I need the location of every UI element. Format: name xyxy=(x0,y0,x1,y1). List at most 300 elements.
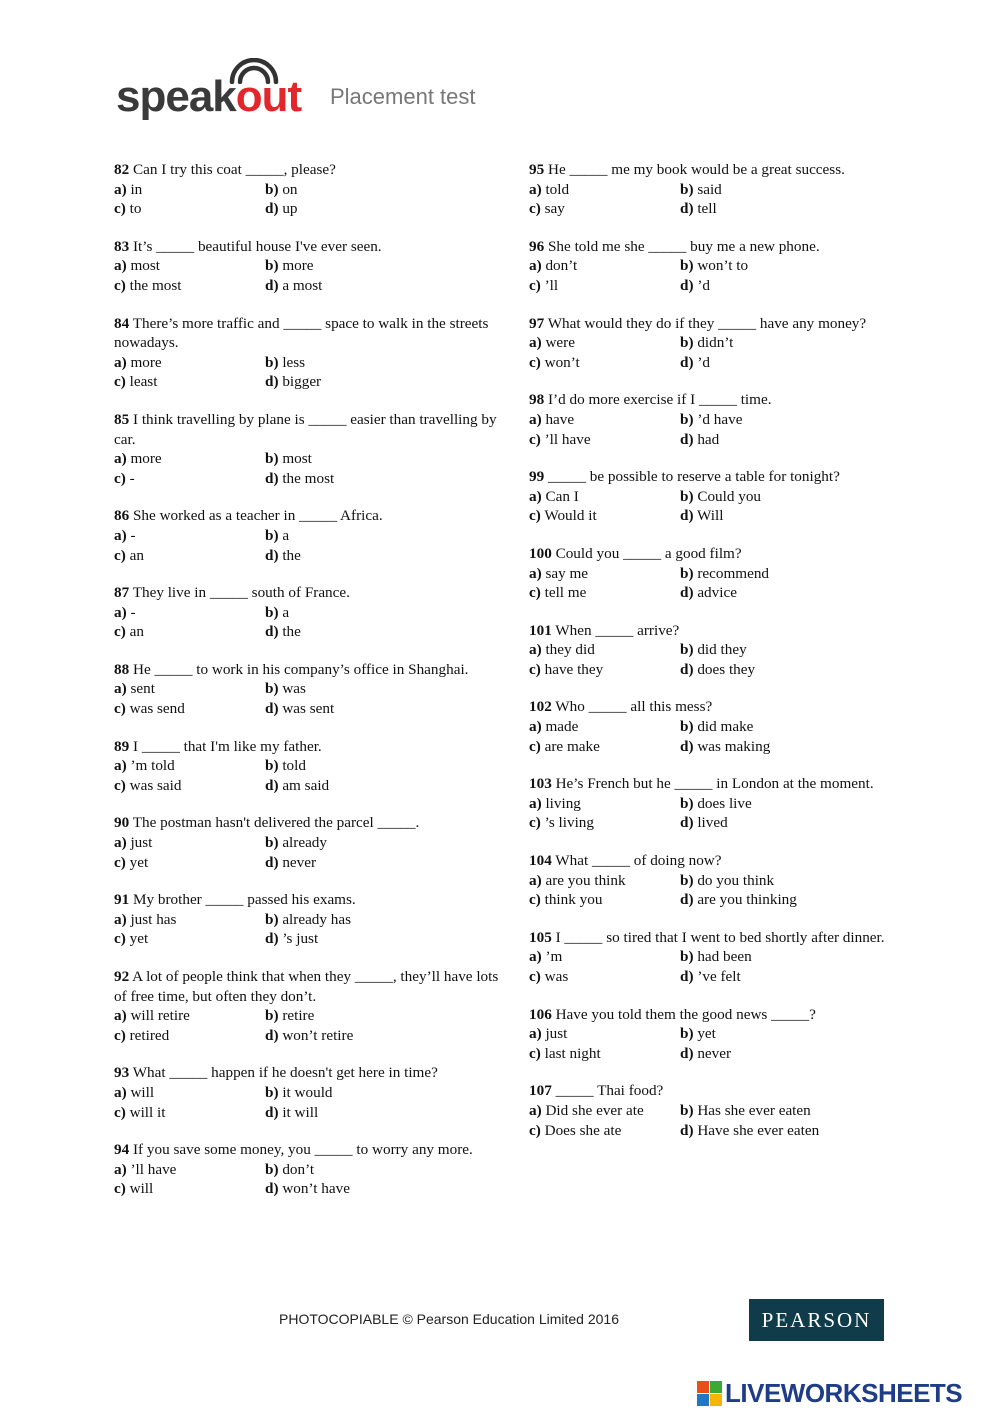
option-letter: d) xyxy=(265,276,279,294)
question-stem xyxy=(114,1063,504,1083)
option-letter: c) xyxy=(529,507,541,525)
option-text: Does she ate xyxy=(540,1121,622,1139)
question-text: I think travelling by plane is _____ easier than travelling by car. xyxy=(114,410,501,448)
option-letter: d) xyxy=(265,373,279,391)
option-text: ’ve felt xyxy=(693,968,741,985)
answer-option[interactable] xyxy=(265,1006,504,1026)
answer-option[interactable] xyxy=(114,1160,265,1180)
option-letter: b) xyxy=(265,603,279,621)
option-text: say xyxy=(540,200,565,218)
answer-options xyxy=(529,487,919,526)
answer-option[interactable] xyxy=(529,256,680,276)
question-number: 90 xyxy=(114,814,130,832)
answer-option[interactable] xyxy=(680,794,919,814)
option-letter: a) xyxy=(529,948,542,966)
option-text: did they xyxy=(693,641,747,659)
question-number: 87 xyxy=(114,584,130,602)
option-letter: d) xyxy=(680,814,694,832)
answer-options xyxy=(114,833,504,872)
option-letter: b) xyxy=(680,641,694,659)
question-stem xyxy=(114,967,504,1006)
answer-option[interactable] xyxy=(680,506,919,526)
option-letter: a) xyxy=(529,1101,542,1119)
answer-option[interactable] xyxy=(114,372,265,392)
option-text: say me xyxy=(541,564,589,582)
answer-option[interactable] xyxy=(114,910,265,930)
option-text: it will xyxy=(278,1103,319,1121)
option-text: a xyxy=(278,526,290,544)
option-text: in xyxy=(126,180,143,198)
answer-options xyxy=(529,794,919,833)
answer-option[interactable] xyxy=(680,333,919,353)
option-letter: b) xyxy=(680,334,694,352)
answer-option[interactable] xyxy=(529,583,680,603)
answer-option[interactable] xyxy=(529,717,680,737)
publisher-name: PEARSON xyxy=(761,1307,872,1332)
option-letter: d) xyxy=(680,200,694,218)
answer-option[interactable] xyxy=(114,1083,265,1103)
option-text: a xyxy=(278,603,290,621)
answer-option[interactable] xyxy=(265,180,504,200)
question-stem xyxy=(114,237,504,257)
answer-option[interactable] xyxy=(680,199,919,219)
answer-option[interactable] xyxy=(265,256,504,276)
option-letter: a) xyxy=(529,334,542,352)
question-number: 105 xyxy=(529,928,552,946)
answer-option[interactable] xyxy=(114,256,265,276)
option-text: didn’t xyxy=(693,334,734,352)
question-number: 93 xyxy=(114,1064,130,1082)
option-text: advice xyxy=(693,584,737,602)
option-letter: c) xyxy=(529,276,541,294)
answer-option[interactable] xyxy=(680,1101,919,1121)
answer-option[interactable] xyxy=(529,1024,680,1044)
answer-option[interactable] xyxy=(114,1006,265,1026)
question-number: 86 xyxy=(114,507,130,525)
option-text: are you thinking xyxy=(693,891,797,909)
option-text: - xyxy=(126,526,136,544)
question-text: I _____ that I'm like my father. xyxy=(129,737,322,755)
option-text: Will xyxy=(693,507,724,525)
option-letter: c) xyxy=(114,276,126,294)
question-text: What would they do if they _____ have any money? xyxy=(544,314,867,332)
option-text: does live xyxy=(693,794,752,812)
question-text: She worked as a teacher in _____ Africa. xyxy=(129,507,383,525)
option-letter: d) xyxy=(265,469,279,487)
answer-option[interactable] xyxy=(265,622,504,642)
answer-option[interactable] xyxy=(680,717,919,737)
option-text: will it xyxy=(125,1103,166,1121)
option-text: were xyxy=(541,334,575,352)
option-letter: d) xyxy=(265,623,279,641)
option-letter: a) xyxy=(529,794,542,812)
question-block xyxy=(114,660,504,719)
answer-option[interactable] xyxy=(114,353,265,373)
answer-options xyxy=(529,564,919,603)
question-text: He _____ to work in his company’s office in Shanghai. xyxy=(129,660,469,678)
option-text: Would it xyxy=(540,507,597,525)
answer-option[interactable] xyxy=(529,640,680,660)
question-text: He _____ me my book would be a great success. xyxy=(544,161,845,178)
option-letter: b) xyxy=(265,450,279,468)
answer-option[interactable] xyxy=(114,756,265,776)
answer-option[interactable] xyxy=(529,947,680,967)
answer-option[interactable] xyxy=(265,546,504,566)
question-block xyxy=(114,890,504,949)
option-letter: d) xyxy=(680,737,694,755)
option-letter: b) xyxy=(680,410,694,428)
option-text: more xyxy=(126,353,162,371)
question-number: 94 xyxy=(114,1141,130,1159)
option-text: never xyxy=(278,853,317,871)
answer-options xyxy=(529,1024,919,1063)
option-text: told xyxy=(278,757,306,775)
question-stem xyxy=(529,237,919,257)
answer-option[interactable] xyxy=(529,199,680,219)
question-block xyxy=(529,160,919,219)
answer-option[interactable] xyxy=(265,756,504,776)
answer-option[interactable] xyxy=(114,1179,265,1199)
answer-options xyxy=(114,679,504,718)
answer-option[interactable] xyxy=(680,276,919,296)
option-letter: b) xyxy=(680,1025,694,1043)
answer-option[interactable] xyxy=(529,506,680,526)
option-letter: c) xyxy=(114,469,126,487)
question-stem xyxy=(114,410,504,449)
question-block xyxy=(529,774,919,833)
answer-options xyxy=(529,947,919,986)
question-block xyxy=(114,583,504,642)
answer-option[interactable] xyxy=(114,679,265,699)
option-text: the most xyxy=(125,276,182,294)
answer-option[interactable] xyxy=(680,660,919,680)
question-text: Who _____ all this mess? xyxy=(551,698,713,716)
answer-option[interactable] xyxy=(265,776,504,796)
answer-option[interactable] xyxy=(529,967,680,987)
question-text: Can I try this coat _____, please? xyxy=(129,161,336,178)
answer-option[interactable] xyxy=(114,1026,265,1046)
answer-option[interactable] xyxy=(529,813,680,833)
answer-option[interactable] xyxy=(680,1121,919,1141)
answer-option[interactable] xyxy=(265,526,504,546)
answer-option[interactable] xyxy=(529,353,680,373)
answer-options xyxy=(114,603,504,642)
answer-option[interactable] xyxy=(114,1103,265,1123)
option-letter: b) xyxy=(680,948,694,966)
option-letter: c) xyxy=(529,814,541,832)
option-letter: d) xyxy=(680,584,694,602)
option-letter: c) xyxy=(529,968,541,985)
question-number: 99 xyxy=(529,468,545,486)
question-block xyxy=(529,237,919,296)
question-block xyxy=(114,160,504,219)
question-text: What _____ happen if he doesn't get here in time? xyxy=(129,1064,438,1082)
option-text: it would xyxy=(278,1083,333,1101)
option-letter: a) xyxy=(529,641,542,659)
option-text: are make xyxy=(540,737,600,755)
answer-options xyxy=(529,333,919,372)
answer-option[interactable] xyxy=(265,276,504,296)
answer-option[interactable] xyxy=(680,640,919,660)
answer-option[interactable] xyxy=(529,410,680,430)
option-letter: a) xyxy=(114,603,127,621)
question-text: I’d do more exercise if I _____ time. xyxy=(544,391,772,409)
question-text: He’s French but he _____ in London at the moment. xyxy=(551,775,874,793)
option-letter: b) xyxy=(265,1083,279,1101)
option-letter: a) xyxy=(529,257,542,275)
option-letter: a) xyxy=(529,1025,542,1043)
answer-option[interactable] xyxy=(529,564,680,584)
answer-option[interactable] xyxy=(680,737,919,757)
answer-option[interactable] xyxy=(680,353,919,373)
answer-option[interactable] xyxy=(114,603,265,623)
answer-option[interactable] xyxy=(114,833,265,853)
option-letter: b) xyxy=(265,757,279,775)
answer-option[interactable] xyxy=(529,660,680,680)
question-block xyxy=(529,851,919,910)
answer-option[interactable] xyxy=(529,276,680,296)
option-letter: a) xyxy=(529,410,542,428)
question-number: 102 xyxy=(529,698,552,716)
answer-option[interactable] xyxy=(265,449,504,469)
question-text: There’s more traffic and _____ space to walk in the streets nowadays. xyxy=(114,314,493,352)
copyright-notice: PHOTOCOPIABLE © Pearson Education Limited 2016 xyxy=(279,1311,620,1327)
answer-option[interactable] xyxy=(114,929,265,949)
option-letter: a) xyxy=(114,450,127,468)
answer-option[interactable] xyxy=(680,180,919,200)
option-text: just xyxy=(541,1025,568,1043)
answer-option[interactable] xyxy=(114,853,265,873)
answer-option[interactable] xyxy=(114,276,265,296)
answer-option[interactable] xyxy=(114,546,265,566)
option-letter: b) xyxy=(265,834,279,852)
option-letter: a) xyxy=(114,257,127,275)
question-text: Have you told them the good news _____? xyxy=(551,1005,816,1023)
question-text: They live in _____ south of France. xyxy=(129,584,350,602)
option-text: Could you xyxy=(693,487,762,505)
option-text: Has she ever eaten xyxy=(693,1101,811,1119)
liveworksheets-watermark xyxy=(697,1378,962,1408)
answer-option[interactable] xyxy=(265,469,504,489)
answer-option[interactable] xyxy=(680,564,919,584)
option-text: to xyxy=(125,200,142,218)
option-text: never xyxy=(693,1044,732,1062)
question-stem xyxy=(114,506,504,526)
option-text: most xyxy=(278,450,312,468)
answer-option[interactable] xyxy=(529,430,680,450)
answer-option[interactable] xyxy=(680,813,919,833)
question-stem xyxy=(529,774,919,794)
option-letter: c) xyxy=(114,1103,126,1121)
answer-option[interactable] xyxy=(265,1083,504,1103)
answer-option[interactable] xyxy=(114,449,265,469)
question-stem xyxy=(529,697,919,717)
answer-options xyxy=(529,640,919,679)
answer-option[interactable] xyxy=(529,737,680,757)
option-letter: d) xyxy=(265,1180,279,1198)
answer-option[interactable] xyxy=(529,1121,680,1141)
answer-option[interactable] xyxy=(114,526,265,546)
right-question-column xyxy=(529,160,919,1158)
question-stem xyxy=(114,660,504,680)
question-block xyxy=(529,467,919,526)
option-letter: c) xyxy=(529,1044,541,1062)
question-stem xyxy=(529,621,919,641)
option-letter: b) xyxy=(680,871,694,889)
question-number: 106 xyxy=(529,1005,552,1023)
option-text: had xyxy=(693,430,720,448)
answer-option[interactable] xyxy=(265,853,504,873)
question-stem xyxy=(114,160,504,180)
option-letter: b) xyxy=(680,257,694,275)
option-text: had been xyxy=(693,948,752,966)
answer-option[interactable] xyxy=(265,699,504,719)
answer-option[interactable] xyxy=(680,871,919,891)
option-text: already xyxy=(278,834,327,852)
option-letter: d) xyxy=(265,700,279,718)
answer-option[interactable] xyxy=(114,199,265,219)
answer-option[interactable] xyxy=(529,794,680,814)
option-text: does they xyxy=(693,660,756,678)
option-letter: c) xyxy=(114,853,126,871)
option-letter: b) xyxy=(265,353,279,371)
answer-options xyxy=(114,180,504,219)
answer-option[interactable] xyxy=(114,622,265,642)
answer-option[interactable] xyxy=(529,871,680,891)
option-text: won’t have xyxy=(278,1180,350,1198)
answer-option[interactable] xyxy=(265,1026,504,1046)
answer-option[interactable] xyxy=(529,180,680,200)
question-number: 104 xyxy=(529,852,552,870)
option-text: already has xyxy=(278,910,352,928)
answer-option[interactable] xyxy=(265,1160,504,1180)
question-number: 98 xyxy=(529,391,545,409)
question-stem xyxy=(114,583,504,603)
answer-option[interactable] xyxy=(265,199,504,219)
option-letter: c) xyxy=(529,1121,541,1139)
question-stem xyxy=(114,813,504,833)
option-letter: a) xyxy=(114,680,127,698)
answer-option[interactable] xyxy=(114,776,265,796)
option-letter: d) xyxy=(265,930,279,948)
answer-option[interactable] xyxy=(529,890,680,910)
answer-options xyxy=(114,256,504,295)
option-letter: b) xyxy=(265,1007,279,1025)
option-letter: c) xyxy=(529,660,541,678)
option-letter: d) xyxy=(680,276,694,294)
option-text: made xyxy=(541,718,579,736)
option-text: said xyxy=(693,180,722,198)
question-stem xyxy=(114,1140,504,1160)
answer-option[interactable] xyxy=(529,1044,680,1064)
answer-option[interactable] xyxy=(265,372,504,392)
answer-option[interactable] xyxy=(680,583,919,603)
question-text: What _____ of doing now? xyxy=(551,852,722,870)
question-number: 91 xyxy=(114,891,130,909)
answer-option[interactable] xyxy=(680,967,919,987)
option-text: more xyxy=(126,450,162,468)
option-letter: a) xyxy=(114,834,127,852)
option-text: was said xyxy=(125,776,182,794)
option-text: don’t xyxy=(278,1160,315,1178)
option-text: tell me xyxy=(540,584,587,602)
answer-option[interactable] xyxy=(265,833,504,853)
option-text: less xyxy=(278,353,306,371)
answer-option[interactable] xyxy=(680,1044,919,1064)
option-letter: b) xyxy=(680,1101,694,1119)
option-letter: d) xyxy=(680,430,694,448)
answer-option[interactable] xyxy=(680,487,919,507)
answer-options xyxy=(529,1101,919,1140)
question-stem xyxy=(529,314,919,334)
option-letter: d) xyxy=(680,660,694,678)
option-letter: b) xyxy=(265,1160,279,1178)
option-text: ’d have xyxy=(693,410,743,428)
question-text: When _____ arrive? xyxy=(551,621,680,639)
answer-option[interactable] xyxy=(265,353,504,373)
answer-option[interactable] xyxy=(680,410,919,430)
answer-option[interactable] xyxy=(680,890,919,910)
answer-option[interactable] xyxy=(265,1179,504,1199)
answer-options xyxy=(529,871,919,910)
question-text: _____ be possible to reserve a table for tonight? xyxy=(544,468,840,486)
answer-option[interactable] xyxy=(114,469,265,489)
answer-option[interactable] xyxy=(529,487,680,507)
answer-options xyxy=(529,717,919,756)
question-stem xyxy=(529,390,919,410)
question-block xyxy=(114,813,504,872)
option-text: ’ll have xyxy=(540,430,591,448)
question-block xyxy=(529,697,919,756)
option-letter: c) xyxy=(114,200,126,218)
answer-options xyxy=(529,256,919,295)
question-stem xyxy=(114,737,504,757)
option-text: the xyxy=(278,623,301,641)
option-letter: c) xyxy=(529,737,541,755)
answer-option[interactable] xyxy=(265,679,504,699)
question-number: 92 xyxy=(114,968,130,985)
answer-option[interactable] xyxy=(265,1103,504,1123)
answer-option[interactable] xyxy=(265,603,504,623)
answer-options xyxy=(114,1006,504,1045)
answer-option[interactable] xyxy=(265,929,504,949)
answer-option[interactable] xyxy=(114,699,265,719)
answer-option[interactable] xyxy=(529,333,680,353)
option-letter: c) xyxy=(114,1180,126,1198)
answer-option[interactable] xyxy=(680,256,919,276)
option-text: was send xyxy=(125,700,185,718)
answer-option[interactable] xyxy=(680,947,919,967)
answer-option[interactable] xyxy=(114,180,265,200)
answer-option[interactable] xyxy=(680,430,919,450)
option-letter: a) xyxy=(114,180,127,198)
answer-option[interactable] xyxy=(529,1101,680,1121)
option-letter: c) xyxy=(529,891,541,909)
option-text: sent xyxy=(126,680,155,698)
option-text: bigger xyxy=(278,373,322,391)
option-letter: c) xyxy=(114,930,126,948)
option-text: least xyxy=(125,373,158,391)
question-stem xyxy=(529,851,919,871)
option-text: a most xyxy=(278,276,323,294)
question-stem xyxy=(529,160,919,180)
question-stem xyxy=(529,544,919,564)
answer-option[interactable] xyxy=(680,1024,919,1044)
question-block xyxy=(114,410,504,488)
option-letter: a) xyxy=(114,1007,127,1025)
answer-option[interactable] xyxy=(265,910,504,930)
option-text: won’t to xyxy=(693,257,749,275)
